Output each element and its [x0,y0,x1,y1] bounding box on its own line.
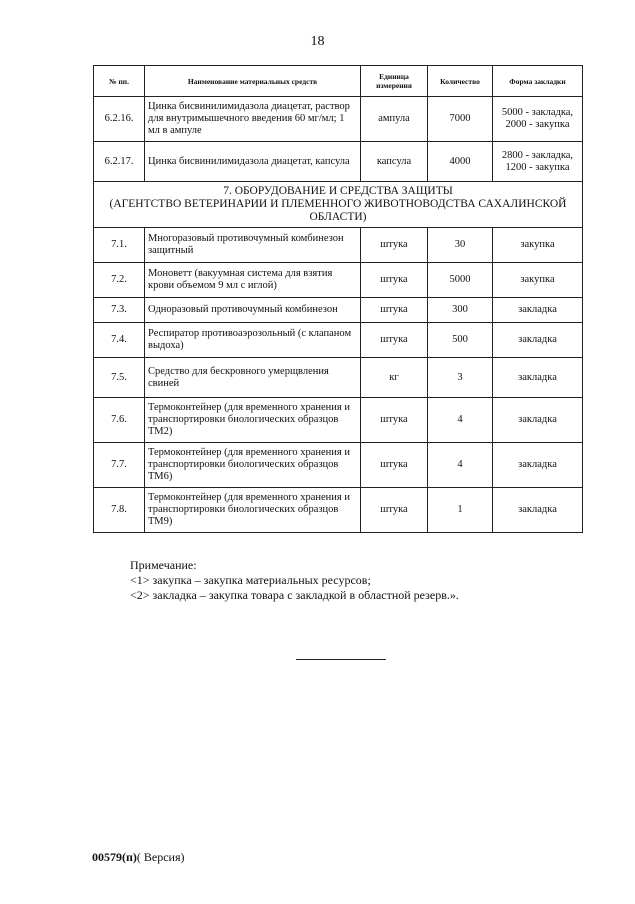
row-qty: 7000 [428,97,493,142]
header-num: № пп. [94,66,145,97]
row-unit: штука [361,228,428,263]
row-form: закладка [493,443,583,488]
table-row [94,488,583,533]
row-name: Моноветт (вакуумная система для взятия крови объемом 9 мл с иглой) [145,263,361,298]
row-num: 7.6. [94,398,145,443]
row-num: 7.4. [94,323,145,358]
row-form: закладка [493,398,583,443]
row-qty: 4 [428,398,493,443]
row-name: Цинка бисвинилимидазола диацетат, раствор для внутримышечного введения 60 мг/мл; 1 мл в ампуле [145,97,361,142]
row-name: Термоконтейнер (для временного хранения и транспортировки биологических образцов ТМ6) [145,443,361,488]
form-line: 2000 - закупка [505,119,570,130]
row-qty: 3 [428,358,493,398]
row-num: 7.2. [94,263,145,298]
row-name: Одноразовый противочумный комбинезон [145,298,361,323]
table-row [94,228,583,263]
row-name: Термоконтейнер (для временного хранения и транспортировки биологических образцов ТМ2) [145,398,361,443]
notes [130,558,459,603]
form-line: 5000 - закладка, [501,107,574,118]
row-num: 7.1. [94,228,145,263]
row-num: 6.2.17. [94,142,145,182]
row-qty: 300 [428,298,493,323]
note-line: <1> закупка – закупка материальных ресурсов; [130,573,371,587]
row-num: 7.3. [94,298,145,323]
header-name: Наименование материальных средств [145,66,361,97]
row-num: 6.2.16. [94,97,145,142]
notes-title: Примечание: [130,558,197,572]
row-form: закладка [493,323,583,358]
document-code [92,850,185,865]
table-row [94,358,583,398]
row-form [493,142,583,182]
note-line: <2> закладка – закупка товара с закладкой в областной резерв.». [130,588,459,602]
row-unit: штука [361,323,428,358]
section-header-row [94,182,583,228]
row-name: Респиратор противоаэрозольный (с клапаном выдоха) [145,323,361,358]
row-form: закладка [493,358,583,398]
table-row [94,323,583,358]
row-unit: кг [361,358,428,398]
document-version: ( Версия) [136,850,185,864]
row-name: Термоконтейнер (для временного хранения и транспортировки биологических образцов ТМ9) [145,488,361,533]
row-num: 7.5. [94,358,145,398]
row-unit: ампула [361,97,428,142]
row-qty: 500 [428,323,493,358]
row-form: закладка [493,488,583,533]
table-header-row [94,66,583,97]
page-number: 18 [310,34,325,49]
table-row [94,443,583,488]
signature-line [296,659,386,660]
section-title-line: (АГЕНТСТВО ВЕТЕРИНАРИИ И ПЛЕМЕННОГО ЖИВОТНОВОДСТВА САХАЛИНСКОЙ ОБЛАСТИ) [109,198,567,223]
document-number: 00579(п) [92,850,137,864]
form-line: 2800 - закладка, [501,149,574,161]
row-qty: 4 [428,443,493,488]
section-title [94,182,583,228]
row-name: Цинка бисвинилимидазола диацетат, капсула [145,142,361,182]
row-form: закупка [493,263,583,298]
row-num: 7.8. [94,488,145,533]
row-unit: капсула [361,142,428,182]
row-form [493,97,583,142]
table-row [94,298,583,323]
row-unit: штука [361,263,428,298]
row-qty: 4000 [428,142,493,182]
table-row [94,97,583,142]
materials-table [93,65,583,533]
header-qty: Количество [428,66,493,97]
row-name: Многоразовый противочумный комбинезон защитный [145,228,361,263]
header-form: Форма закладки [493,66,583,97]
row-name: Средство для бескровного умерщвления свиней [145,358,361,398]
section-title-line: 7. ОБОРУДОВАНИЕ И СРЕДСТВА ЗАЩИТЫ [223,185,453,197]
row-form: закупка [493,228,583,263]
row-qty: 1 [428,488,493,533]
form-line: 1200 - закупка [505,161,570,173]
table-row [94,398,583,443]
row-qty: 5000 [428,263,493,298]
row-qty: 30 [428,228,493,263]
table-row [94,263,583,298]
row-num: 7.7. [94,443,145,488]
table-row [94,142,583,182]
row-unit: штука [361,488,428,533]
row-form: закладка [493,298,583,323]
header-unit: Единица измерения [361,66,428,97]
row-unit: штука [361,443,428,488]
row-unit: штука [361,298,428,323]
row-unit: штука [361,398,428,443]
